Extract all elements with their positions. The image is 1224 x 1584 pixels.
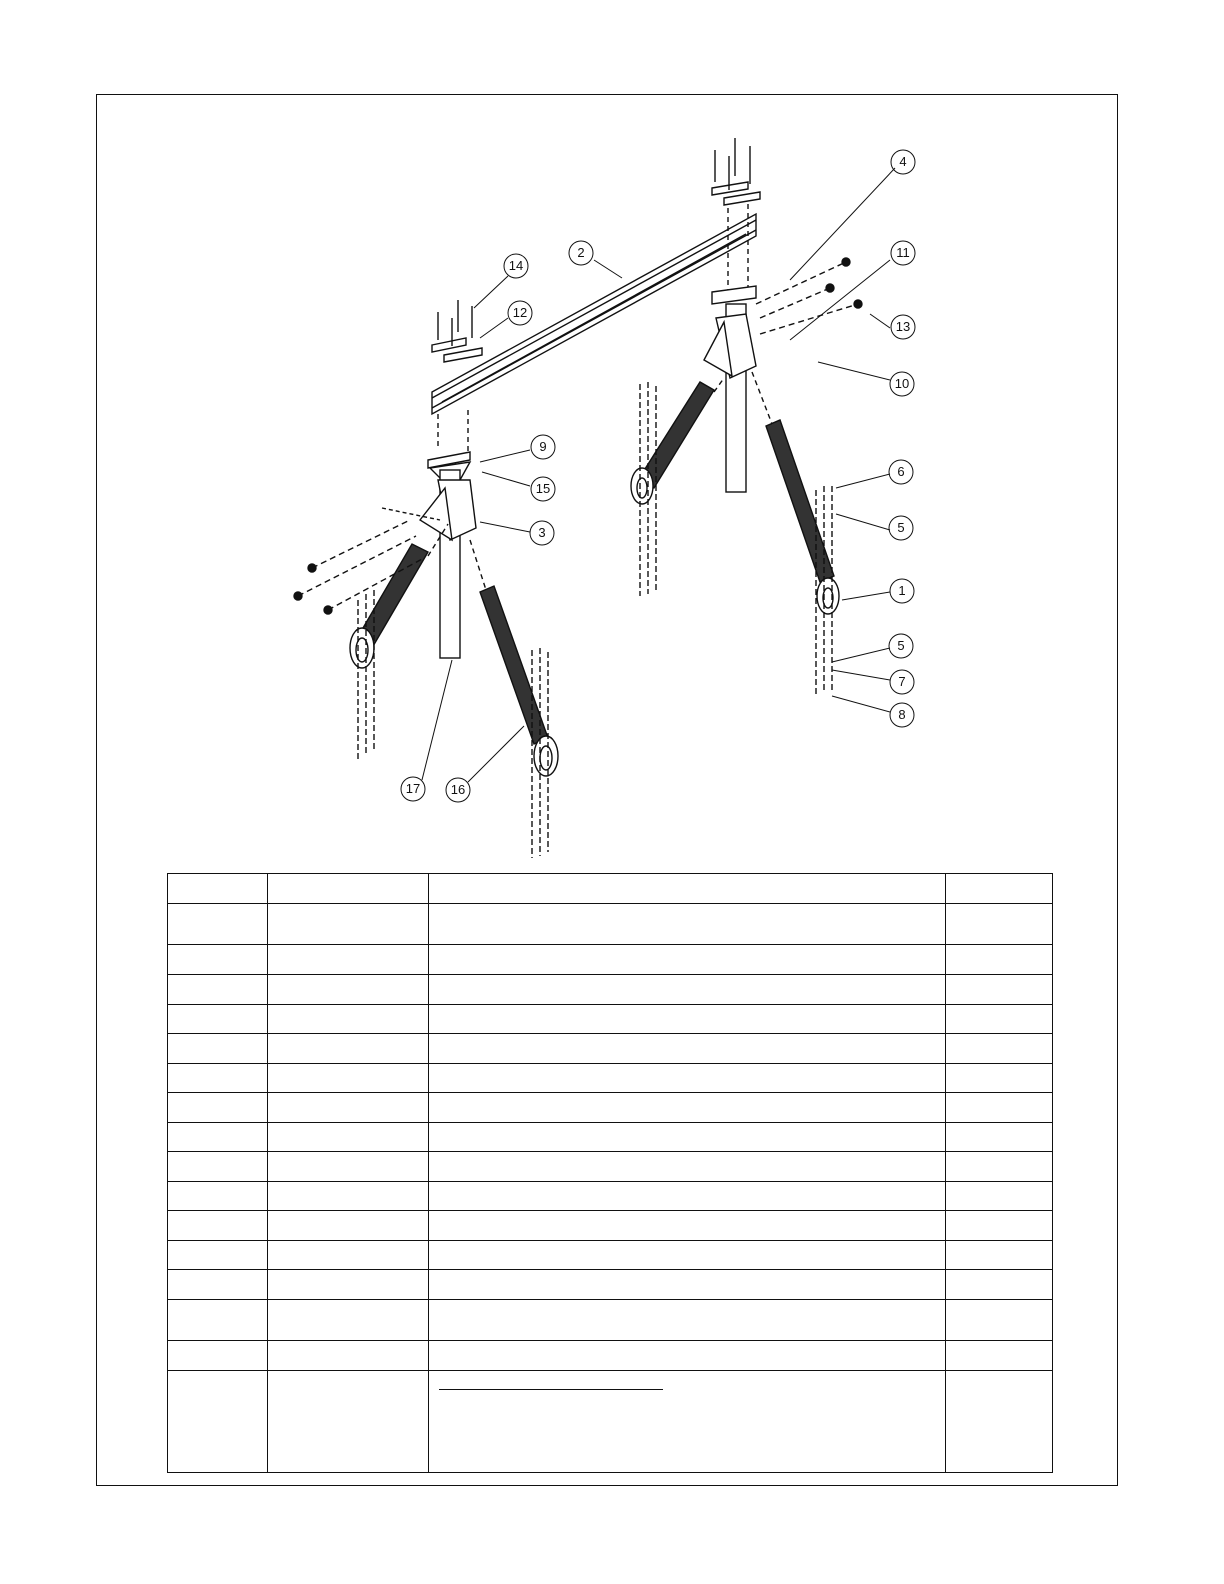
notes-cell: [429, 1371, 946, 1473]
underline-rule: [439, 1389, 663, 1390]
callout-5-upper: 5: [897, 520, 905, 535]
callout-3: 3: [538, 525, 546, 540]
callout-2: 2: [577, 245, 585, 260]
callout-11: 11: [896, 245, 910, 260]
column-header: [946, 874, 1053, 904]
callout-8: 8: [898, 707, 906, 722]
table-row: [168, 945, 1053, 975]
callout-14: 14: [508, 258, 524, 273]
table-row: [168, 1241, 1053, 1270]
table-row: [168, 1152, 1053, 1182]
right-top-plates: [712, 138, 760, 290]
callout-16: 16: [450, 782, 466, 797]
i-beam: [432, 214, 756, 414]
callout-7: 7: [898, 674, 906, 689]
parts-list-table: [167, 873, 1053, 1473]
table-row: [168, 1005, 1053, 1034]
column-header: [168, 874, 268, 904]
table-row: [168, 1341, 1053, 1371]
callout-6: 6: [897, 464, 905, 479]
table-row: [168, 975, 1053, 1005]
table-row: [168, 1064, 1053, 1093]
column-header: [268, 874, 429, 904]
callout-9: 9: [539, 439, 547, 454]
callout-15: 15: [535, 481, 551, 496]
callout-1: 1: [898, 583, 906, 598]
column-header: [429, 874, 946, 904]
table-row: [168, 904, 1053, 945]
table-row: [168, 1300, 1053, 1341]
callout-13: 13: [895, 319, 911, 334]
callout-4: 4: [899, 154, 907, 169]
table-row: [168, 1211, 1053, 1241]
table-header-row: [168, 874, 1053, 904]
right-upright: [631, 258, 862, 614]
left-upright: [294, 452, 558, 776]
table-row: [168, 1123, 1053, 1152]
table-row: [168, 1371, 1053, 1473]
callout-10: 10: [894, 376, 910, 391]
table-row: [168, 1034, 1053, 1064]
table-row: [168, 1270, 1053, 1300]
table-row: [168, 1182, 1053, 1211]
table-row: [168, 1093, 1053, 1123]
callout-5-lower: 5: [897, 638, 905, 653]
callout-12: 12: [512, 305, 528, 320]
callout-17: 17: [405, 781, 421, 796]
